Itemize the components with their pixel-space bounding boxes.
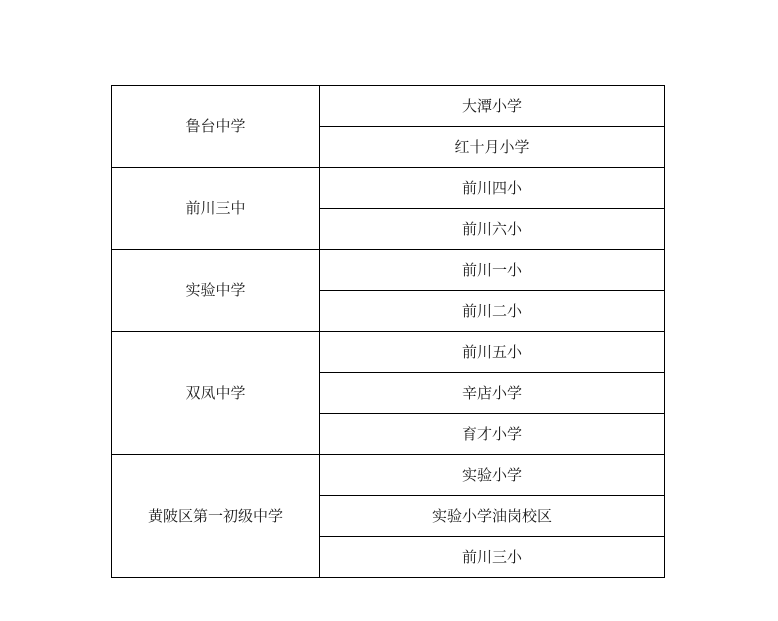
middle-school-cell: 双凤中学: [112, 332, 320, 455]
middle-school-cell: 黄陂区第一初级中学: [112, 455, 320, 578]
primary-school-cell: 实验小学: [320, 455, 665, 496]
table-row: [112, 86, 665, 127]
primary-school-cell: 前川五小: [320, 332, 665, 373]
table-row: [112, 332, 665, 373]
table-row: [112, 250, 665, 291]
middle-school-cell: 前川三中: [112, 168, 320, 250]
primary-school-cell: 前川三小: [320, 537, 665, 578]
primary-school-cell: 辛店小学: [320, 373, 665, 414]
middle-school-cell: 实验中学: [112, 250, 320, 332]
middle-school-cell: 鲁台中学: [112, 86, 320, 168]
primary-school-cell: 大潭小学: [320, 86, 665, 127]
table-row: [112, 168, 665, 209]
primary-school-cell: 育才小学: [320, 414, 665, 455]
primary-school-cell: 实验小学油岗校区: [320, 496, 665, 537]
table-row: [112, 455, 665, 496]
primary-school-cell: 前川一小: [320, 250, 665, 291]
primary-school-cell: 前川二小: [320, 291, 665, 332]
primary-school-cell: 红十月小学: [320, 127, 665, 168]
primary-school-cell: 前川四小: [320, 168, 665, 209]
school-assignment-table: [111, 85, 665, 578]
primary-school-cell: 前川六小: [320, 209, 665, 250]
